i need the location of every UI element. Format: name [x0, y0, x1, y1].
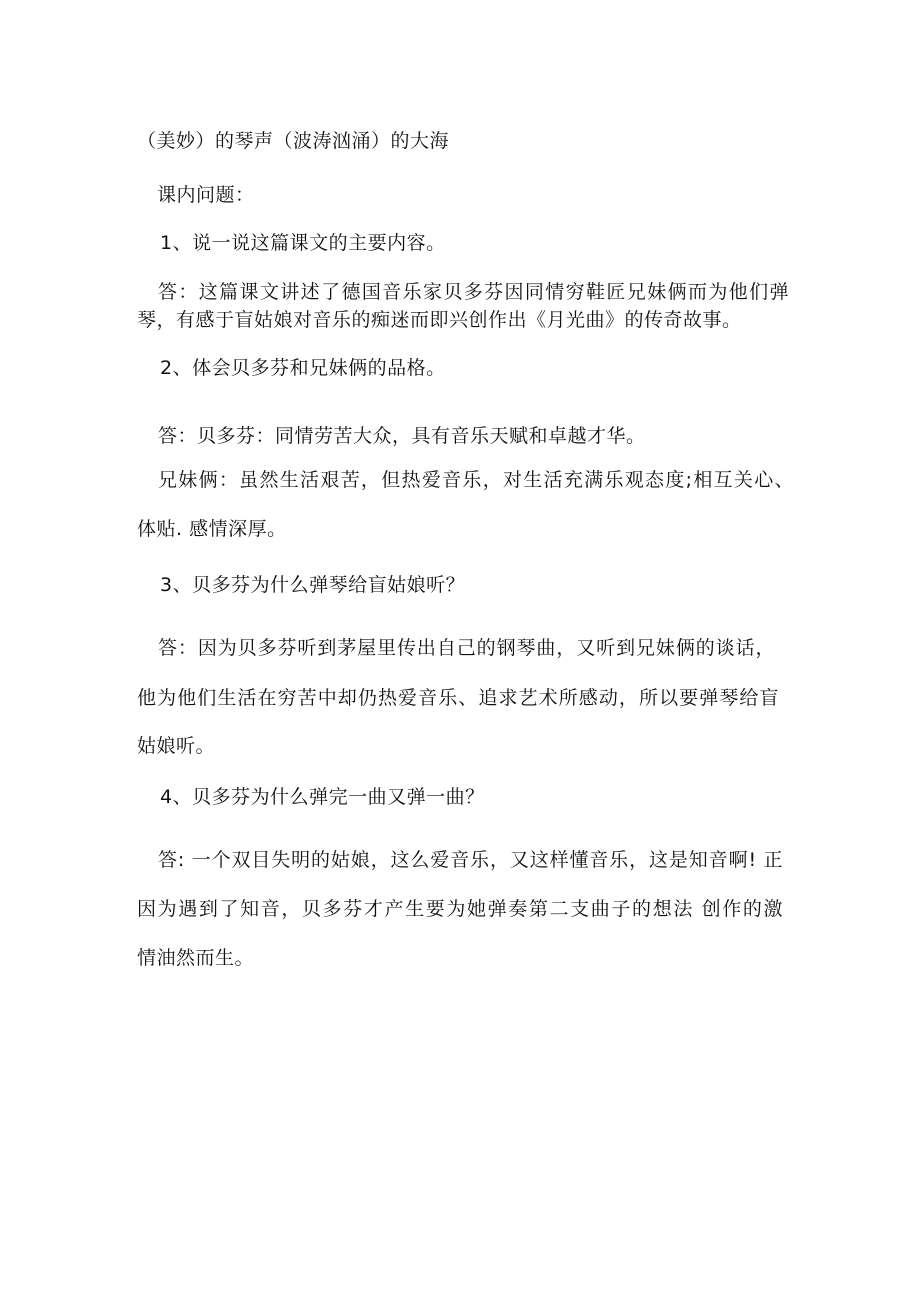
answer-3-line-3: 姑娘听。 — [137, 735, 216, 757]
answer-2-line-1: 答：贝多芬：同情劳苦大众，具有音乐天赋和卓越才华。 — [158, 425, 646, 447]
answer-2-line-2: 兄妹俩：虽然生活艰苦，但热爱音乐，对生活充满乐观态度;相互关心、 — [158, 469, 794, 491]
answer-4-line-3: 情油然而生。 — [137, 947, 255, 969]
answer-3-line-2: 他为他们生活在穷苦中却仍热爱音乐、追求艺术所感动，所以要弹琴给盲 — [137, 687, 779, 709]
question-2: 2、体会贝多芬和兄妹俩的品格。 — [160, 357, 446, 379]
answer-2-line-3: 体贴. 感情深厚。 — [137, 518, 287, 540]
intro-line: （美妙）的琴声（波涛汹涌）的大海 — [137, 130, 450, 152]
question-1: 1、说一说这篇课文的主要内容。 — [160, 232, 446, 254]
answer-3-line-1: 答：因为贝多芬听到茅屋里传出自己的钢琴曲，又听到兄妹俩的谈话， — [158, 637, 775, 659]
answer-4-line-1: 答: 一个双目失明的姑娘，这么爱音乐，又这样懂音乐，这是知音啊! 正 — [158, 849, 783, 871]
question-3: 3、贝多芬为什么弹琴给盲姑娘听？ — [160, 574, 466, 596]
answer-1-line-1: 答：这篇课文讲述了德国音乐家贝多芬因同情穷鞋匠兄妹俩而为他们弹 — [158, 281, 789, 303]
question-4: 4、贝多芬为什么弹完一曲又弹一曲？ — [160, 786, 485, 808]
section-heading: 课内问题： — [157, 184, 255, 206]
answer-4-line-2: 因为遇到了知音，贝多芬才产生要为她弹奏第二支曲子的想法 创作的激 — [137, 898, 783, 920]
answer-1-line-2: 琴，有感于盲姑娘对音乐的痴迷而即兴创作出《月光曲》的传奇故事。 — [137, 309, 742, 331]
